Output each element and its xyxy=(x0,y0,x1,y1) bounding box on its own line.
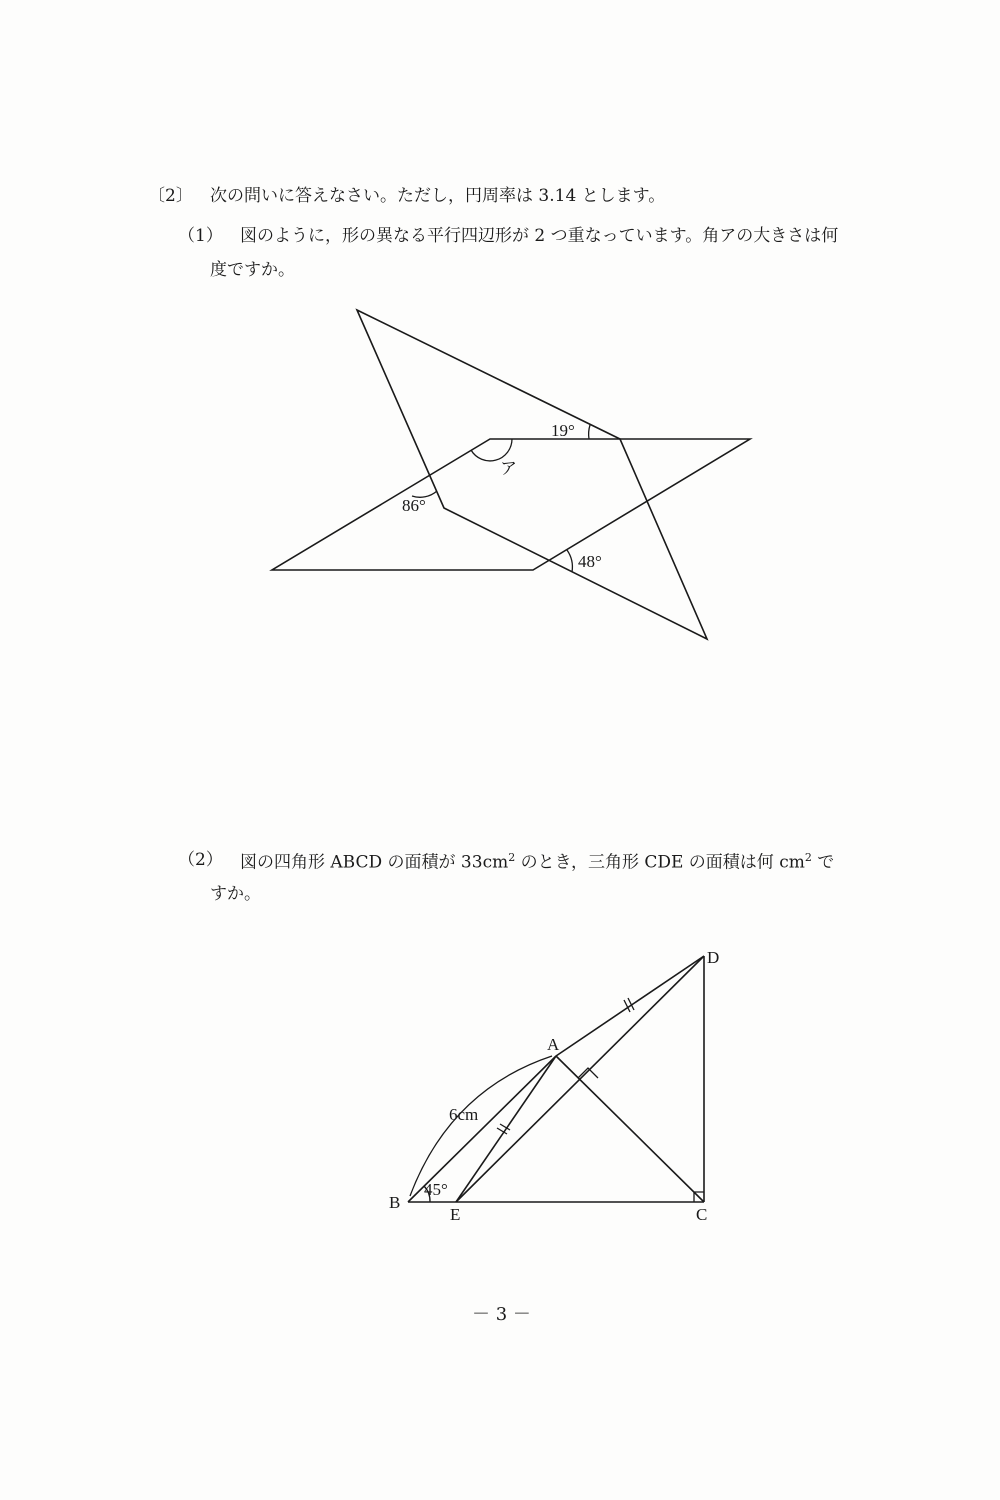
section-number: 〔2〕 xyxy=(148,186,193,206)
angle-label-45: 45° xyxy=(424,1180,448,1199)
segment-ae xyxy=(456,1056,556,1202)
q1-text-line2: 度ですか。 xyxy=(210,260,295,280)
q2-text-part2: のとき，三角形 CDE の面積は何 cm xyxy=(515,852,805,873)
point-label-c: C xyxy=(696,1205,708,1224)
q2-text-part3: で xyxy=(811,852,835,873)
angle-label-48: 48° xyxy=(578,552,602,571)
point-label-a: A xyxy=(547,1035,560,1054)
q1-text-line1: 図のように，形の異なる平行四辺形が 2 つ重なっています。角アの大きさは何 xyxy=(240,226,839,246)
segment-ad xyxy=(556,956,704,1056)
right-angle-mark-ac-ed xyxy=(578,1068,598,1078)
angle-label-86: 86° xyxy=(402,496,426,515)
angle-label-a: ア xyxy=(500,459,517,478)
q2-text-line2: すか。 xyxy=(210,884,261,904)
point-label-e: E xyxy=(450,1205,461,1224)
length-bracket-ab xyxy=(410,1056,552,1196)
point-label-d: D xyxy=(707,948,720,967)
angle-label-19: 19° xyxy=(551,421,575,440)
section-instructions: 次の問いに答えなさい。ただし，円周率は 3.14 とします。 xyxy=(210,186,666,206)
q2-superscript-1: 2 xyxy=(508,851,516,864)
point-label-b: B xyxy=(389,1193,401,1212)
page-number: － 3 － xyxy=(472,1304,531,1325)
q2-number: （2） xyxy=(178,850,223,870)
q2-superscript-2: 2 xyxy=(804,851,812,864)
q1-number: （1） xyxy=(178,226,223,246)
q2-text-part1: 図の四角形 ABCD の面積が 33cm xyxy=(240,852,509,873)
length-label-ab: 6cm xyxy=(449,1105,479,1124)
